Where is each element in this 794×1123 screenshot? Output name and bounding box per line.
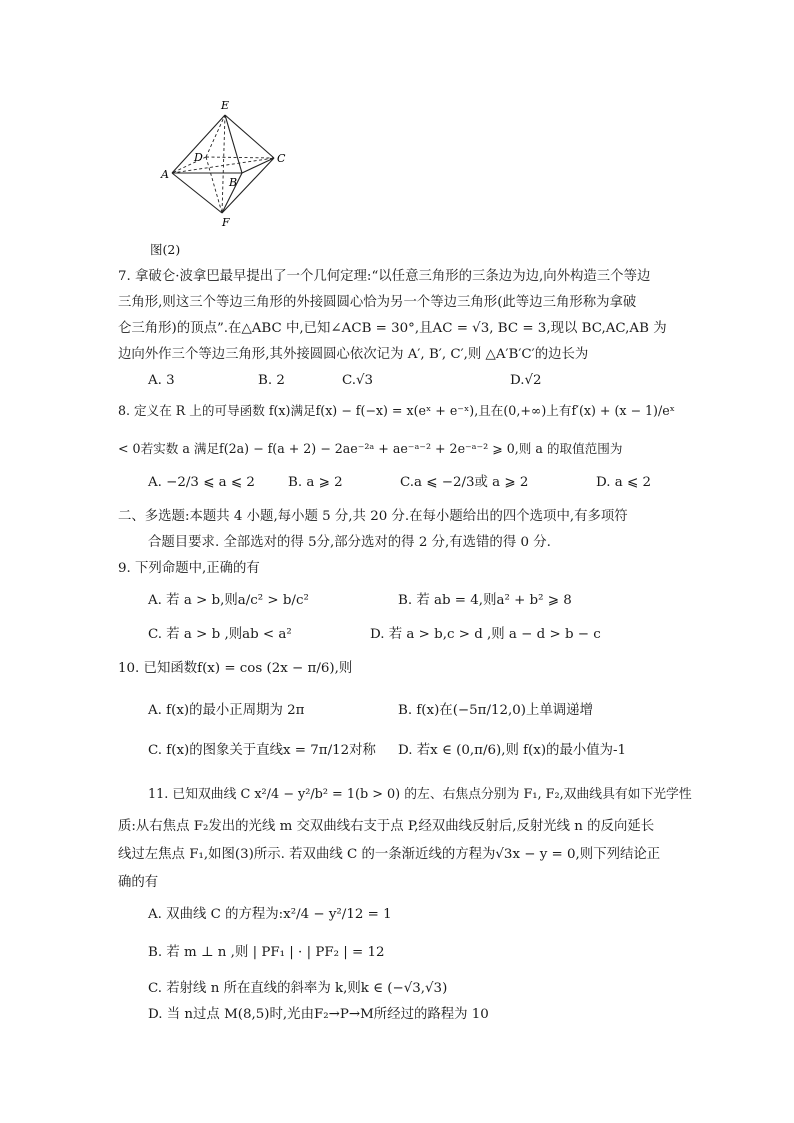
q8-option-c: C.a ⩽ −2/3或 a ⩾ 2: [400, 475, 529, 490]
octahedron-diagram: [150, 95, 300, 235]
q8-option-d: D. a ⩽ 2: [596, 475, 652, 490]
section-2-heading: 二、多选题:本题共 4 小题,每小题 5 分,共 20 分.在每小题给出的四个选项中,有多项符: [118, 509, 628, 524]
q7-option-a: A. 3: [148, 373, 175, 388]
q7-line-4: 边向外作三个等边三角形,其外接圆圆心依次记为 A′, B′, C′,则 △A′B′C′的边长为: [118, 347, 589, 362]
q11-option-b: B. 若 m ⊥ n ,则 | PF₁ | · | PF₂ | = 12: [148, 945, 385, 960]
q10-option-a: A. f(x)的最小正周期为 2π: [148, 703, 305, 718]
q7-line-1: 7. 拿破仑·波拿巴最早提出了一个几何定理:“以任意三角形的三条边为边,向外构造三个等边: [118, 269, 651, 284]
section-2-instructions: 合题目要求. 全部选对的得 5分,部分选对的得 2 分,有选错的得 0 分.: [148, 535, 551, 550]
q10-option-b: B. f(x)在(−5π/12,0)上单调递增: [398, 703, 593, 718]
q7-line-3: 仑三角形)的顶点”.在△ABC 中,已知∠ACB = 30°,且AC = √3, BC = 3,现以 BC,AC,AB 为: [118, 321, 667, 336]
point-label-f: F: [222, 216, 230, 229]
q7-option-d: D.√2: [510, 373, 542, 388]
figure-2: [150, 95, 300, 235]
q8-line-2: < 0若实数 a 满足f(2a) − f(a + 2) − 2ae⁻²ᵃ + ae⁻ᵃ⁻² + 2e⁻ᵃ⁻² ⩾ 0,则 a 的取值范围为: [118, 441, 623, 456]
q11-option-a: A. 双曲线 C 的方程为:x²/4 − y²/12 = 1: [148, 907, 392, 922]
q7-option-b: B. 2: [258, 373, 285, 388]
q11-option-d: D. 当 n过点 M(8,5)时,光由F₂→P→M所经过的路程为 10: [148, 1007, 489, 1022]
q10-option-d: D. 若x ∈ (0,π/6),则 f(x)的最小值为-1: [398, 743, 627, 758]
point-label-b: B: [229, 176, 238, 189]
q7-line-2: 三角形,则这三个等边三角形的外接圆圆心恰为另一个等边三角形(此等边三角形称为拿破: [118, 295, 637, 310]
figure-2-caption: 图(2): [150, 242, 181, 257]
q11-line-1: 11. 已知双曲线 C x²/4 − y²/b² = 1(b > 0) 的左、右焦点分别为 F₁, F₂,双曲线具有如下光学性: [148, 787, 692, 802]
point-label-c: C: [277, 152, 286, 165]
point-label-d: D: [194, 151, 203, 164]
q9-option-a: A. 若 a > b,则a/c² > b/c²: [148, 593, 309, 608]
q10-option-c: C. f(x)的图象关于直线x = 7π/12对称: [148, 743, 376, 758]
q11-line-3: 线过左焦点 F₁,如图(3)所示. 若双曲线 C 的一条渐近线的方程为√3x − y = 0,则下列结论正: [118, 847, 661, 862]
q9-option-c: C. 若 a > b ,则ab < a²: [148, 627, 292, 642]
q7-option-c: C.√3: [342, 373, 374, 388]
q8-option-a: A. −2/3 ⩽ a ⩽ 2: [148, 475, 255, 490]
q11-option-c: C. 若射线 n 所在直线的斜率为 k,则k ∈ (−√3,√3): [148, 981, 448, 996]
q9-option-d: D. 若 a > b,c > d ,则 a − d > b − c: [370, 627, 601, 642]
q10-stem: 10. 已知函数f(x) = cos (2x − π/6),则: [118, 661, 353, 676]
q11-line-4: 确的有: [118, 875, 159, 890]
point-label-a: A: [161, 168, 169, 181]
q9-option-b: B. 若 ab = 4,则a² + b² ⩾ 8: [398, 593, 572, 608]
q11-line-2: 质:从右焦点 F₂发出的光线 m 交双曲线右支于点 P,经双曲线反射后,反射光线 n 的反向延长: [118, 819, 655, 834]
q9-stem: 9. 下列命题中,正确的有: [118, 561, 260, 576]
q8-option-b: B. a ⩾ 2: [288, 475, 343, 490]
point-label-e: E: [221, 99, 230, 112]
q8-line-1: 8. 定义在 R 上的可导函数 f(x)满足f(x) − f(−x) = x(eˣ + e⁻ˣ),且在(0,+∞)上有f′(x) + (x − 1)/eˣ: [118, 403, 676, 418]
